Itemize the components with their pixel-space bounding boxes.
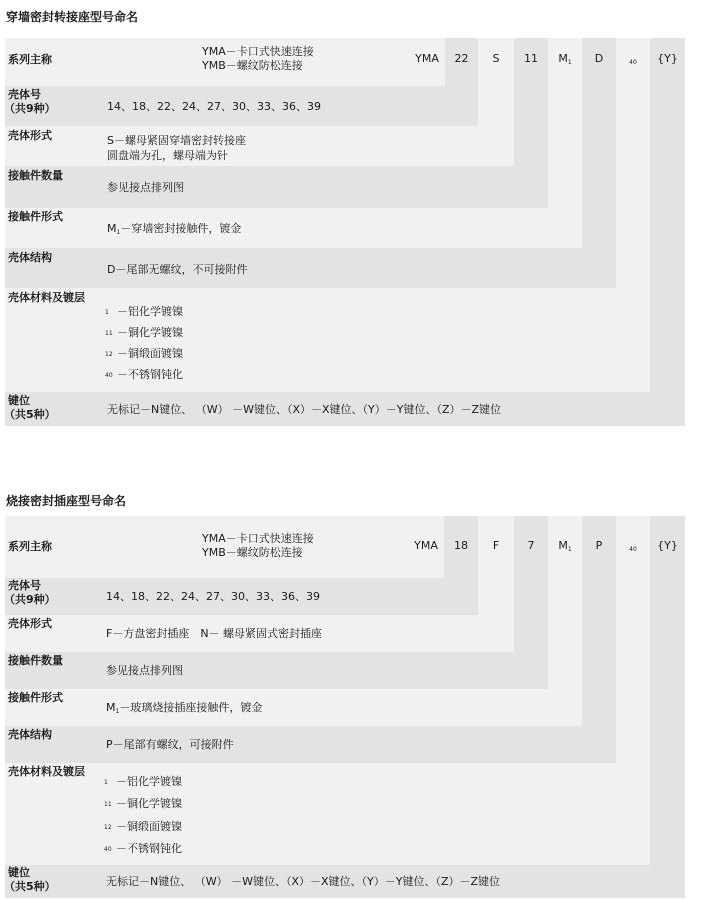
code-column-key xyxy=(650,38,685,392)
code-column-key xyxy=(650,516,685,898)
key-desc: 无标记－N键位、 （W） －W键位、（X）－X键位、（Y）－Y键位、（Z）－Z键位 xyxy=(107,403,502,416)
key-label-1: 键位 xyxy=(8,866,30,879)
shell-form-desc-2: 圆盘端为孔，螺母端为针 xyxy=(107,149,228,162)
contact-count-label: 接触件数量 xyxy=(8,654,63,667)
code-key: {Y} xyxy=(657,52,678,65)
code-shell-form: F xyxy=(492,539,500,552)
material-item: 1 －铝化学镀镍 xyxy=(105,305,183,318)
row-material xyxy=(5,288,650,392)
key-desc: 无标记－N键位、 （W） －W键位、（X）－X键位、（Y）－Y键位、（Z）－Z键位 xyxy=(106,875,501,888)
key-label-1: 键位 xyxy=(8,394,30,407)
material-label: 壳体材料及镀层 xyxy=(8,765,85,778)
shell-form-desc-1: S－螺母紧固穿墙密封转接座 xyxy=(107,134,246,147)
code-material: 40 xyxy=(629,546,637,553)
code-shell-no: 18 xyxy=(454,539,468,552)
contact-count-label: 接触件数量 xyxy=(8,169,63,182)
code-structure: D xyxy=(594,52,604,65)
table-title: 穿墙密封转接座型号命名 xyxy=(6,10,139,24)
code-series: YMA xyxy=(415,52,439,65)
code-column-material xyxy=(616,38,650,288)
row-material xyxy=(5,763,650,865)
code-material: 40 xyxy=(629,59,637,66)
code-structure: P xyxy=(595,539,603,552)
series-desc-line-1: YMA－卡口式快速连接 xyxy=(202,45,314,58)
row-contact-form xyxy=(5,689,582,726)
row-structure xyxy=(5,726,616,763)
code-contact-form: $M_1$ xyxy=(558,52,572,66)
code-column-material xyxy=(616,516,650,763)
contact-count-desc: 参见接点排列图 xyxy=(107,181,184,194)
structure-label: 壳体结构 xyxy=(8,251,52,264)
code-contact-count: 11 xyxy=(524,52,538,65)
code-column-contact-count xyxy=(514,516,548,652)
key-label-2: （共5种） xyxy=(4,880,56,893)
row-shell-form xyxy=(5,126,514,166)
shell-no-desc: 14、18、22、24、27、30、33、36、39 xyxy=(107,100,321,113)
material-item: 11 －铜化学镀镍 xyxy=(105,326,183,339)
row-contact-count xyxy=(5,652,548,689)
shell-no-desc: 14、18、22、24、27、30、33、36、39 xyxy=(106,590,320,603)
code-contact-form: $M_1$ xyxy=(558,539,572,553)
series-desc-line-2: YMB－螺纹防松连接 xyxy=(202,546,303,559)
shell-form-label: 壳体形式 xyxy=(8,617,52,630)
material-item: 12 －铜缎面镀镍 xyxy=(105,347,183,360)
material-item: 40 －不锈钢钝化 xyxy=(104,842,182,855)
shell-no-label-2: （共9种） xyxy=(4,102,56,115)
material-item: 12 －铜缎面镀镍 xyxy=(104,820,182,833)
contact-form-label: 接触件形式 xyxy=(8,691,63,704)
shell-no-label-1: 壳体号 xyxy=(8,579,41,592)
series-desc-line-2: YMB－螺纹防松连接 xyxy=(202,59,303,72)
structure-desc: P－尾部有螺纹，可接附件 xyxy=(106,738,234,751)
contact-form-desc: $M_1-$穿墙密封接触件，镀金 xyxy=(107,222,242,236)
shell-no-label-1: 壳体号 xyxy=(8,88,41,101)
code-column-structure xyxy=(582,38,616,248)
material-item: 1 －铝化学镀镍 xyxy=(104,775,182,788)
contact-form-label: 接触件形式 xyxy=(8,210,63,223)
shell-form-label: 壳体形式 xyxy=(8,129,52,142)
structure-desc: D－尾部无螺纹，不可接附件 xyxy=(107,263,248,276)
material-item: 11 －铜化学镀镍 xyxy=(104,797,182,810)
row-contact-form xyxy=(5,208,582,248)
series-label: 系列主称 xyxy=(8,540,52,553)
code-key: {Y} xyxy=(657,539,678,552)
shell-form-desc: F－方盘密封插座 N－ 螺母紧固式密封插座 xyxy=(106,627,323,640)
code-shell-form: S xyxy=(492,52,500,65)
code-series: YMA xyxy=(414,539,438,552)
series-label: 系列主称 xyxy=(8,53,52,66)
code-shell-no: 22 xyxy=(454,52,469,65)
contact-count-desc: 参见接点排列图 xyxy=(106,664,183,677)
material-item: 40 －不锈钢钝化 xyxy=(105,368,183,381)
material-label: 壳体材料及镀层 xyxy=(8,291,85,304)
contact-form-desc: $M_1-$玻璃烧接插座接触件，镀金 xyxy=(106,701,263,715)
key-label-2: （共5种） xyxy=(4,408,56,421)
code-column-shell-form xyxy=(478,516,514,615)
code-contact-count: 7 xyxy=(527,539,535,552)
series-desc-line-1: YMA－卡口式快速连接 xyxy=(202,532,314,545)
structure-label: 壳体结构 xyxy=(8,728,52,741)
shell-no-label-2: （共9种） xyxy=(4,593,56,606)
table-title: 烧接密封插座型号命名 xyxy=(6,494,127,508)
row-structure xyxy=(5,248,616,288)
row-contact-count xyxy=(5,166,548,208)
